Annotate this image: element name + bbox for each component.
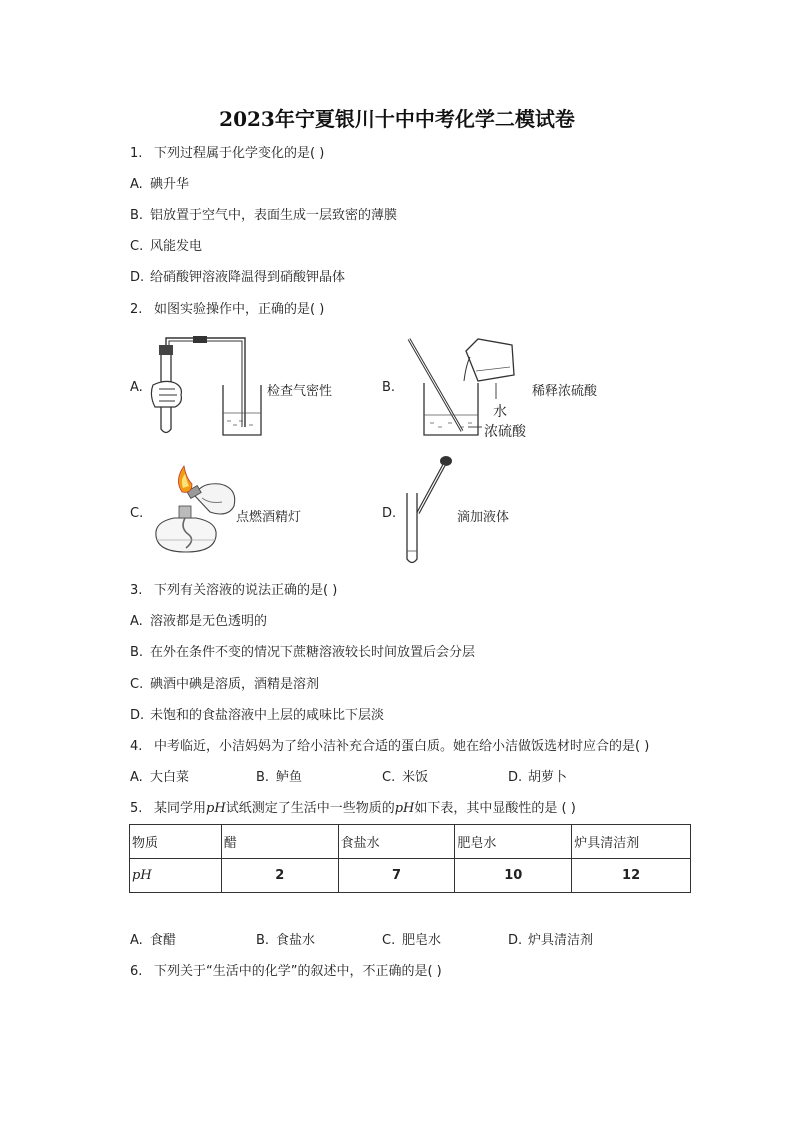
- q5-option-a: [130, 932, 256, 950]
- option-text: 米饭: [402, 770, 429, 785]
- q3-option-d: [130, 707, 384, 725]
- question-number: 1.: [130, 146, 143, 161]
- q5-option-d: [508, 932, 634, 950]
- option-text: 食盐水: [276, 933, 316, 948]
- option-text: 铝放置于空气中，表面生成一层致密的薄膜: [150, 208, 398, 223]
- option-label: C.: [130, 239, 144, 254]
- option-text: 大白菜: [150, 770, 190, 785]
- q4-option-c: [382, 769, 508, 787]
- q3-option-a: [130, 613, 267, 631]
- ph-symbol: pH: [206, 801, 226, 816]
- question-number: 4.: [130, 739, 143, 754]
- airtightness-apparatus-figure: [145, 335, 265, 440]
- q1-option-b: [130, 207, 397, 225]
- figure-b-letter: B.: [382, 380, 396, 395]
- table-header-cell: 醋: [221, 825, 338, 859]
- question-stem: 下列有关溶液的说法正确的是( ): [154, 583, 338, 598]
- ph-symbol: pH: [394, 801, 415, 816]
- option-label: A.: [130, 614, 143, 629]
- q4-option-a: [130, 769, 256, 787]
- option-text: 肥皂水: [402, 933, 442, 948]
- figure-a-letter: A.: [130, 380, 143, 395]
- q5-option-b: [256, 932, 382, 950]
- exam-title: 2023年宁夏银川十中中考化学二模试卷: [219, 107, 575, 131]
- figure-b-label: 稀释浓硫酸: [532, 384, 598, 399]
- table-cell: 12: [572, 859, 691, 893]
- q3-option-b: [130, 644, 475, 662]
- option-label: B.: [130, 645, 144, 660]
- alcohol-lamp-figure: [150, 462, 240, 558]
- question-number: 3.: [130, 583, 143, 598]
- option-label: D.: [130, 270, 145, 285]
- option-label: D.: [508, 933, 523, 948]
- table-header-cell: 物质: [130, 825, 222, 859]
- ph-table: [129, 824, 691, 893]
- question-3: [130, 582, 337, 600]
- question-stem-part: 试纸测定了生活中一些物质的: [225, 801, 395, 816]
- option-label: D.: [508, 770, 523, 785]
- q4-options-row: [130, 769, 634, 787]
- option-label: D.: [130, 708, 145, 723]
- option-label: C.: [130, 677, 144, 692]
- table-row: [130, 859, 691, 893]
- option-label: C.: [382, 770, 396, 785]
- option-label: B.: [256, 770, 270, 785]
- question-4: [130, 738, 649, 756]
- dropper-test-tube-figure: [400, 455, 460, 567]
- table-header-row: [130, 825, 691, 859]
- option-label: A.: [130, 933, 143, 948]
- figure-b-acid-label: 浓硫酸: [484, 424, 526, 440]
- option-label: C.: [382, 933, 396, 948]
- figure-b-water-label: 水: [493, 404, 507, 420]
- question-stem: 下列关于“生活中的化学”的叙述中，不正确的是( ): [154, 964, 442, 979]
- question-stem: 下列过程属于化学变化的是( ): [154, 146, 325, 161]
- option-text: 碘升华: [150, 177, 190, 192]
- q1-option-c: [130, 238, 202, 256]
- option-text: 碘酒中碘是溶质，酒精是溶剂: [150, 677, 320, 692]
- figure-a-label: 检查气密性: [267, 384, 333, 399]
- option-text: 溶液都是无色透明的: [150, 614, 268, 629]
- q4-option-d: [508, 769, 634, 787]
- question-1: [130, 145, 324, 163]
- q5-options-row: [130, 932, 634, 950]
- option-label: B.: [130, 208, 144, 223]
- question-number: 6.: [130, 964, 143, 979]
- question-5: [130, 800, 576, 818]
- table-cell: 7: [338, 859, 455, 893]
- option-text: 鲈鱼: [276, 770, 303, 785]
- question-2: [130, 301, 324, 319]
- q1-option-a: [130, 176, 189, 194]
- table-header-cell: 炉具清洁剂: [572, 825, 691, 859]
- q1-option-d: [130, 269, 345, 287]
- q3-option-c: [130, 676, 319, 694]
- table-header-cell: 肥皂水: [455, 825, 572, 859]
- question-number: 5.: [130, 801, 143, 816]
- table-row-label: pH: [130, 859, 222, 893]
- question-stem-part: 如下表，其中显酸性的是 ( ): [414, 801, 576, 816]
- q5-option-c: [382, 932, 508, 950]
- option-text: 在外在条件不变的情况下蔗糖溶液较长时间放置后会分层: [150, 645, 476, 660]
- question-number: 2.: [130, 302, 143, 317]
- option-text: 风能发电: [150, 239, 203, 254]
- figure-d-letter: D.: [382, 506, 397, 521]
- option-label: B.: [256, 933, 270, 948]
- question-stem: 中考临近，小洁妈妈为了给小洁补充合适的蛋白质。她在给小洁做饭选材时应合的是( ): [154, 739, 650, 754]
- option-text: 炉具清洁剂: [528, 933, 594, 948]
- table-header-cell: 食盐水: [338, 825, 455, 859]
- table-cell: 10: [455, 859, 572, 893]
- option-text: 给硝酸钾溶液降温得到硝酸钾晶体: [150, 270, 346, 285]
- option-text: 食醋: [150, 933, 177, 948]
- table-cell: 2: [221, 859, 338, 893]
- question-stem: 如图实验操作中，正确的是( ): [154, 302, 325, 317]
- figure-c-letter: C.: [130, 506, 144, 521]
- question-6: [130, 963, 442, 981]
- figure-c-label: 点燃酒精灯: [236, 510, 302, 525]
- option-label: A.: [130, 770, 143, 785]
- figure-d-label: 滴加液体: [457, 510, 510, 525]
- option-text: 未饱和的食盐溶液中上层的咸味比下层淡: [150, 708, 385, 723]
- option-label: A.: [130, 177, 143, 192]
- question-stem-part: 某同学用: [154, 801, 207, 816]
- q4-option-b: [256, 769, 382, 787]
- option-text: 胡萝卜: [528, 770, 568, 785]
